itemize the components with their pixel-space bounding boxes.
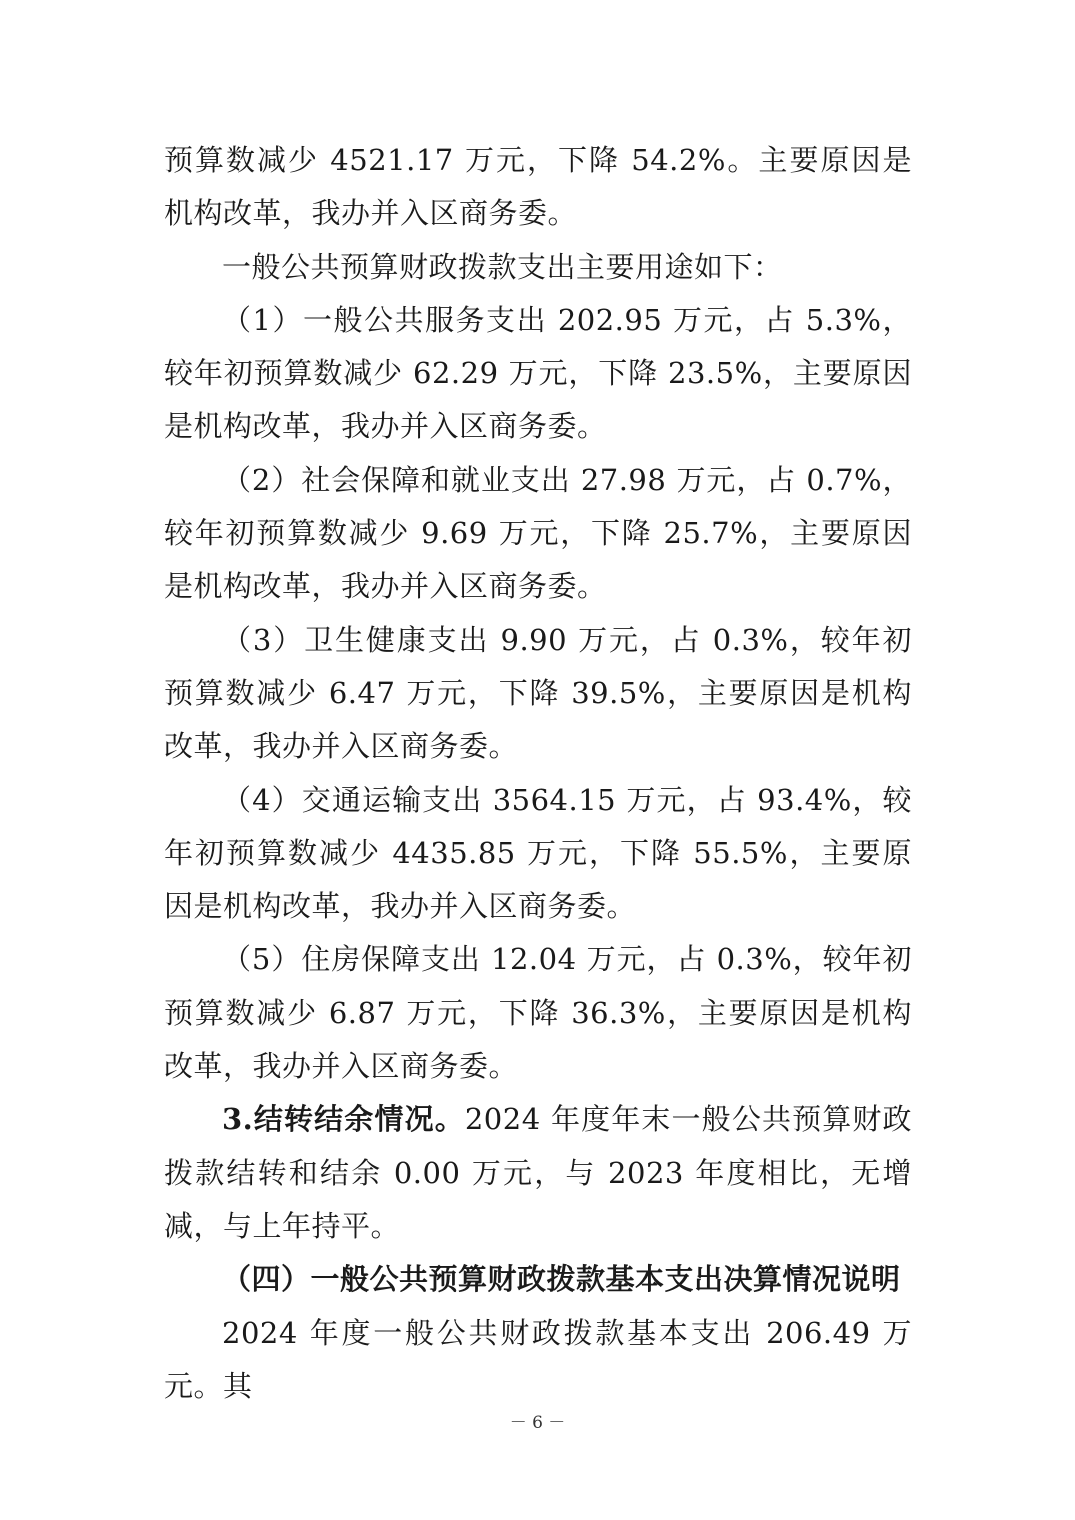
paragraph-item-5: （5）住房保障支出 12.04 万元，占 0.3%，较年初预算数减少 6.87 万元，下降 36.3%，主要原因是机构改革，我办并入区商务委。 — [164, 942, 912, 1084]
paragraph-item-1: （1）一般公共服务支出 202.95 万元，占 5.3%，较年初预算数减少 62.29 万元，下降 23.5%，主要原因是机构改革，我办并入区商务委。 — [164, 302, 912, 444]
paragraph-usage-intro: 一般公共预算财政拨款支出主要用途如下： — [222, 249, 783, 284]
document-body — [164, 134, 912, 1424]
page-number: － 6 － — [509, 1413, 566, 1433]
paragraph-item-3: （3）卫生健康支出 9.90 万元，占 0.3%，较年初预算数减少 6.47 万元，下降 39.5%，主要原因是机构改革，我办并入区商务委。 — [164, 622, 912, 764]
paragraph-basic-expenditure: 2024 年度一般公共财政拨款基本支出 206.49 万元。其 — [164, 1315, 912, 1403]
paragraph-carryover — [164, 1093, 912, 1253]
carryover-label: 3.结转结余情况。 — [222, 1102, 465, 1137]
paragraph-item-2: （2）社会保障和就业支出 27.98 万元，占 0.7%，较年初预算数减少 9.69 万元，下降 25.7%，主要原因是机构改革，我办并入区商务委。 — [164, 462, 912, 604]
section-heading-4: （四）一般公共预算财政拨款基本支出决算情况说明 — [222, 1262, 901, 1297]
paragraph-item-4: （4）交通运输支出 3564.15 万元，占 93.4%，较年初预算数减少 4435.85 万元，下降 55.5%，主要原因是机构改革，我办并入区商务委。 — [164, 782, 912, 924]
carryover-text: 2024 年度年末一般公共预算财政拨款结转和结余 0.00 万元，与 2023 年度相比，无增减，与上年持平。 — [164, 1102, 912, 1243]
paragraph-budget-decrease: 预算数减少 4521.17 万元，下降 54.2%。主要原因是机构改革，我办并入区商务委。 — [164, 143, 912, 231]
